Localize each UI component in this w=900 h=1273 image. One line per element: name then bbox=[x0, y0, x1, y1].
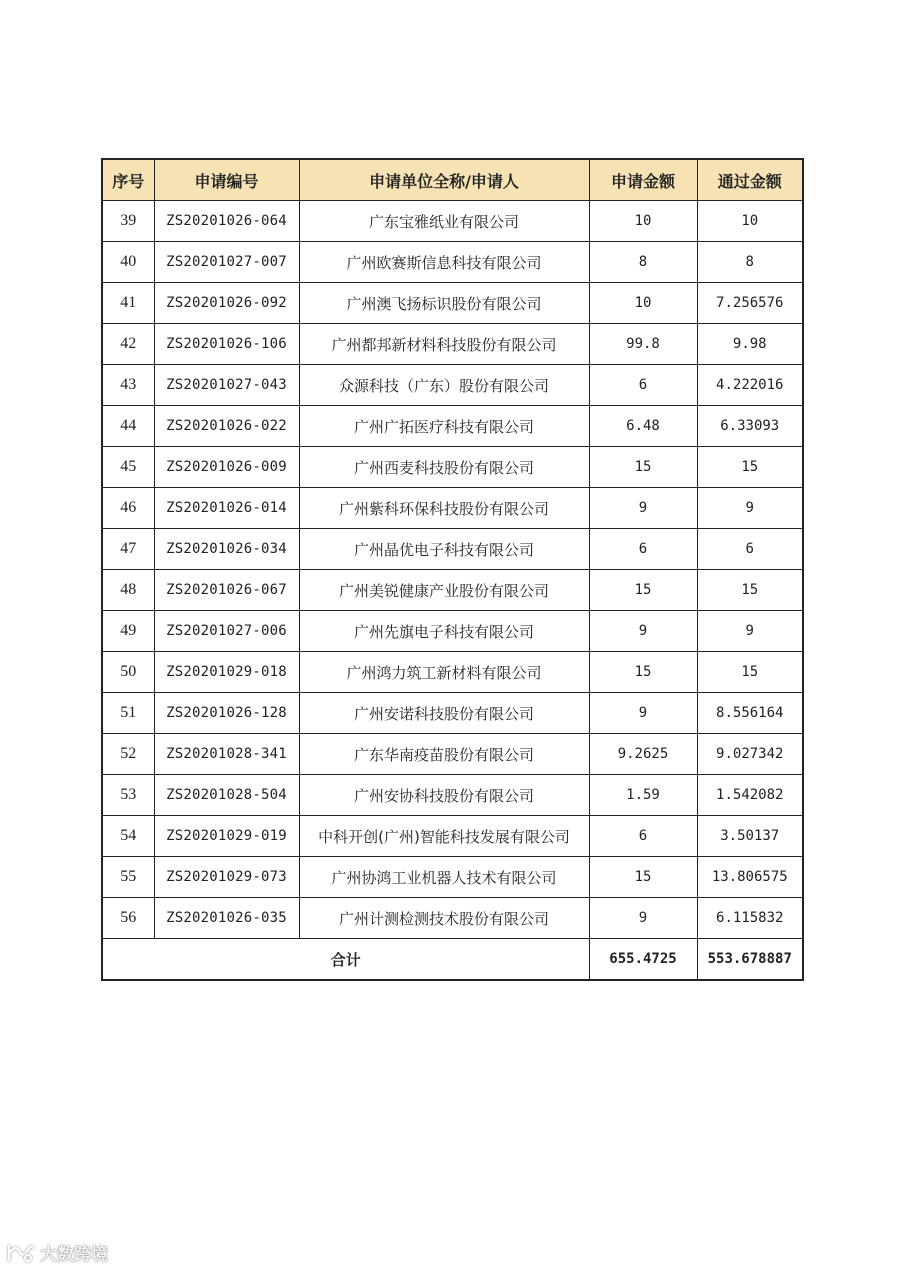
cell-requested: 8 bbox=[589, 242, 697, 283]
table-row bbox=[102, 283, 803, 324]
cell-applicant: 广州都邦新材料科技股份有限公司 bbox=[299, 324, 589, 365]
cell-app-no: ZS20201029-018 bbox=[154, 652, 299, 693]
cell-seq: 40 bbox=[102, 242, 154, 283]
cell-app-no: ZS20201026-035 bbox=[154, 898, 299, 939]
total-row bbox=[102, 939, 803, 981]
cell-applicant: 广州安诺科技股份有限公司 bbox=[299, 693, 589, 734]
cell-requested: 6 bbox=[589, 529, 697, 570]
cell-applicant: 广州美锐健康产业股份有限公司 bbox=[299, 570, 589, 611]
logo-icon bbox=[6, 1242, 36, 1264]
table-row bbox=[102, 447, 803, 488]
table-body bbox=[102, 201, 803, 939]
cell-requested: 9 bbox=[589, 488, 697, 529]
table-row bbox=[102, 570, 803, 611]
cell-approved: 15 bbox=[697, 570, 803, 611]
cell-requested: 10 bbox=[589, 201, 697, 242]
cell-seq: 49 bbox=[102, 611, 154, 652]
table-header-row bbox=[102, 159, 803, 201]
cell-approved: 4.222016 bbox=[697, 365, 803, 406]
table-row bbox=[102, 693, 803, 734]
cell-requested: 6.48 bbox=[589, 406, 697, 447]
cell-seq: 47 bbox=[102, 529, 154, 570]
cell-applicant: 广东华南疫苗股份有限公司 bbox=[299, 734, 589, 775]
cell-requested: 9 bbox=[589, 898, 697, 939]
cell-app-no: ZS20201029-073 bbox=[154, 857, 299, 898]
cell-app-no: ZS20201029-019 bbox=[154, 816, 299, 857]
cell-seq: 51 bbox=[102, 693, 154, 734]
cell-app-no: ZS20201026-067 bbox=[154, 570, 299, 611]
header-requested: 申请金额 bbox=[589, 159, 697, 201]
header-app-no: 申请编号 bbox=[154, 159, 299, 201]
header-applicant: 申请单位全称/申请人 bbox=[299, 159, 589, 201]
cell-requested: 9 bbox=[589, 611, 697, 652]
cell-app-no: ZS20201026-022 bbox=[154, 406, 299, 447]
cell-seq: 39 bbox=[102, 201, 154, 242]
table-row bbox=[102, 816, 803, 857]
cell-approved: 8.556164 bbox=[697, 693, 803, 734]
cell-app-no: ZS20201027-007 bbox=[154, 242, 299, 283]
cell-applicant: 中科开创(广州)智能科技发展有限公司 bbox=[299, 816, 589, 857]
cell-requested: 9.2625 bbox=[589, 734, 697, 775]
cell-approved: 10 bbox=[697, 201, 803, 242]
cell-seq: 50 bbox=[102, 652, 154, 693]
cell-applicant: 广州澳飞扬标识股份有限公司 bbox=[299, 283, 589, 324]
table-row bbox=[102, 201, 803, 242]
cell-requested: 99.8 bbox=[589, 324, 697, 365]
total-requested: 655.4725 bbox=[589, 939, 697, 981]
table-row bbox=[102, 324, 803, 365]
table-row bbox=[102, 775, 803, 816]
cell-approved: 9 bbox=[697, 488, 803, 529]
cell-seq: 43 bbox=[102, 365, 154, 406]
watermark-text: 大数跨境 bbox=[40, 1245, 108, 1265]
cell-applicant: 广州晶优电子科技有限公司 bbox=[299, 529, 589, 570]
cell-applicant: 广州欧赛斯信息科技有限公司 bbox=[299, 242, 589, 283]
total-label: 合计 bbox=[102, 939, 589, 981]
cell-applicant: 广州安协科技股份有限公司 bbox=[299, 775, 589, 816]
cell-seq: 44 bbox=[102, 406, 154, 447]
cell-requested: 15 bbox=[589, 570, 697, 611]
cell-applicant: 广州紫科环保科技股份有限公司 bbox=[299, 488, 589, 529]
table-row bbox=[102, 529, 803, 570]
cell-seq: 46 bbox=[102, 488, 154, 529]
cell-app-no: ZS20201026-064 bbox=[154, 201, 299, 242]
table-row bbox=[102, 611, 803, 652]
cell-seq: 48 bbox=[102, 570, 154, 611]
cell-seq: 41 bbox=[102, 283, 154, 324]
cell-approved: 13.806575 bbox=[697, 857, 803, 898]
cell-seq: 54 bbox=[102, 816, 154, 857]
cell-applicant: 广州协鸿工业机器人技术有限公司 bbox=[299, 857, 589, 898]
cell-requested: 6 bbox=[589, 365, 697, 406]
table-row bbox=[102, 652, 803, 693]
watermark bbox=[6, 1240, 108, 1265]
table-row bbox=[102, 406, 803, 447]
cell-applicant: 广州西麦科技股份有限公司 bbox=[299, 447, 589, 488]
cell-approved: 9 bbox=[697, 611, 803, 652]
cell-requested: 6 bbox=[589, 816, 697, 857]
cell-approved: 15 bbox=[697, 652, 803, 693]
cell-app-no: ZS20201026-092 bbox=[154, 283, 299, 324]
cell-applicant: 广州广拓医疗科技有限公司 bbox=[299, 406, 589, 447]
header-seq: 序号 bbox=[102, 159, 154, 201]
cell-approved: 9.027342 bbox=[697, 734, 803, 775]
cell-requested: 15 bbox=[589, 857, 697, 898]
cell-applicant: 广州先旗电子科技有限公司 bbox=[299, 611, 589, 652]
cell-approved: 7.256576 bbox=[697, 283, 803, 324]
cell-requested: 1.59 bbox=[589, 775, 697, 816]
cell-app-no: ZS20201028-504 bbox=[154, 775, 299, 816]
cell-app-no: ZS20201027-006 bbox=[154, 611, 299, 652]
cell-app-no: ZS20201027-043 bbox=[154, 365, 299, 406]
grant-table bbox=[101, 158, 804, 981]
cell-approved: 15 bbox=[697, 447, 803, 488]
cell-approved: 1.542082 bbox=[697, 775, 803, 816]
table-row bbox=[102, 857, 803, 898]
cell-requested: 10 bbox=[589, 283, 697, 324]
cell-app-no: ZS20201026-014 bbox=[154, 488, 299, 529]
cell-applicant: 众源科技（广东）股份有限公司 bbox=[299, 365, 589, 406]
total-approved: 553.678887 bbox=[697, 939, 803, 981]
cell-requested: 9 bbox=[589, 693, 697, 734]
cell-approved: 8 bbox=[697, 242, 803, 283]
cell-approved: 3.50137 bbox=[697, 816, 803, 857]
cell-applicant: 广州鸿力筑工新材料有限公司 bbox=[299, 652, 589, 693]
cell-approved: 6 bbox=[697, 529, 803, 570]
cell-app-no: ZS20201028-341 bbox=[154, 734, 299, 775]
cell-seq: 42 bbox=[102, 324, 154, 365]
cell-seq: 56 bbox=[102, 898, 154, 939]
table-row bbox=[102, 488, 803, 529]
cell-approved: 6.115832 bbox=[697, 898, 803, 939]
cell-app-no: ZS20201026-009 bbox=[154, 447, 299, 488]
cell-seq: 45 bbox=[102, 447, 154, 488]
table-row bbox=[102, 242, 803, 283]
cell-app-no: ZS20201026-034 bbox=[154, 529, 299, 570]
table-row bbox=[102, 898, 803, 939]
cell-seq: 55 bbox=[102, 857, 154, 898]
cell-applicant: 广东宝雅纸业有限公司 bbox=[299, 201, 589, 242]
table-row bbox=[102, 734, 803, 775]
table-row bbox=[102, 365, 803, 406]
cell-seq: 53 bbox=[102, 775, 154, 816]
cell-app-no: ZS20201026-106 bbox=[154, 324, 299, 365]
cell-requested: 15 bbox=[589, 447, 697, 488]
cell-approved: 6.33093 bbox=[697, 406, 803, 447]
cell-applicant: 广州计测检测技术股份有限公司 bbox=[299, 898, 589, 939]
cell-approved: 9.98 bbox=[697, 324, 803, 365]
cell-seq: 52 bbox=[102, 734, 154, 775]
cell-requested: 15 bbox=[589, 652, 697, 693]
header-approved: 通过金额 bbox=[697, 159, 803, 201]
cell-app-no: ZS20201026-128 bbox=[154, 693, 299, 734]
